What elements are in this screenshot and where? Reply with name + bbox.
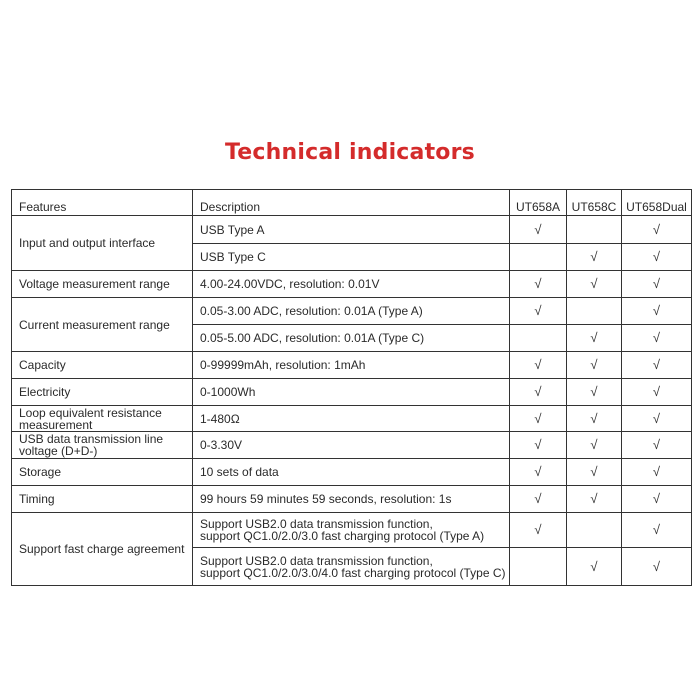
check-mark: √ (510, 432, 567, 459)
check-mark: √ (510, 352, 567, 379)
check-mark: √ (510, 379, 567, 406)
feature-cell: Current measurement range (12, 298, 193, 352)
check-mark: √ (567, 486, 622, 513)
feature-cell: Support fast charge agreement (12, 513, 193, 586)
table-row (12, 513, 692, 548)
feature-cell (12, 406, 193, 432)
description-cell: 10 sets of data (193, 459, 510, 486)
description-cell: 0.05-3.00 ADC, resolution: 0.01A (Type A) (193, 298, 510, 325)
check-mark: √ (510, 271, 567, 298)
check-mark: √ (622, 325, 692, 352)
check-mark: √ (567, 271, 622, 298)
technical-indicators-table (11, 189, 692, 586)
description-cell: 0-1000Wh (193, 379, 510, 406)
check-mark: √ (622, 406, 692, 432)
check-mark: √ (567, 352, 622, 379)
empty-cell (510, 244, 567, 271)
header-model-ut658a: UT658A (510, 190, 567, 216)
feature-cell: Timing (12, 486, 193, 513)
empty-cell (567, 513, 622, 548)
check-mark: √ (567, 548, 622, 586)
header-model-ut658dual: UT658Dual (622, 190, 692, 216)
description-cell (193, 513, 510, 548)
table-row (12, 271, 692, 298)
table-row (12, 298, 692, 325)
description-line: Support USB2.0 data transmission function, (200, 553, 433, 568)
description-cell: USB Type C (193, 244, 510, 271)
check-mark: √ (622, 379, 692, 406)
check-mark: √ (567, 406, 622, 432)
description-cell (193, 548, 510, 586)
page-title: Technical indicators (225, 140, 475, 165)
description-cell: 0-3.30V (193, 432, 510, 459)
description-cell: 0-99999mAh, resolution: 1mAh (193, 352, 510, 379)
check-mark: √ (622, 459, 692, 486)
check-mark: √ (622, 244, 692, 271)
header-row (12, 190, 692, 216)
table-row (12, 216, 692, 244)
check-mark: √ (567, 459, 622, 486)
check-mark: √ (567, 244, 622, 271)
check-mark: √ (622, 271, 692, 298)
feature-cell: Voltage measurement range (12, 271, 193, 298)
check-mark: √ (567, 325, 622, 352)
check-mark: √ (567, 432, 622, 459)
check-mark: √ (622, 352, 692, 379)
check-mark: √ (622, 486, 692, 513)
table-row (12, 352, 692, 379)
description-cell: 0.05-5.00 ADC, resolution: 0.01A (Type C) (193, 325, 510, 352)
header-model-ut658c: UT658C (567, 190, 622, 216)
empty-cell (510, 325, 567, 352)
table-row (12, 432, 692, 459)
check-mark: √ (510, 216, 567, 244)
table-row (12, 459, 692, 486)
feature-line: Loop equivalent resistance (19, 405, 162, 420)
check-mark: √ (622, 298, 692, 325)
check-mark: √ (622, 548, 692, 586)
check-mark: √ (567, 379, 622, 406)
feature-line: voltage (D+D-) (19, 444, 98, 458)
check-mark: √ (510, 513, 567, 548)
description-line: support QC1.0/2.0/3.0 fast charging protocol (Type A) (200, 529, 485, 543)
table-row (12, 379, 692, 406)
feature-line: measurement (19, 417, 93, 432)
description-cell: USB Type A (193, 216, 510, 244)
description-cell: 99 hours 59 minutes 59 seconds, resolution: 1s (193, 486, 510, 513)
feature-cell: Electricity (12, 379, 193, 406)
table-row (12, 406, 692, 432)
empty-cell (567, 216, 622, 244)
description-cell: 4.00-24.00VDC, resolution: 0.01V (193, 271, 510, 298)
feature-cell: Storage (12, 459, 193, 486)
check-mark: √ (510, 406, 567, 432)
check-mark: √ (622, 432, 692, 459)
description-line: support QC1.0/2.0/3.0/4.0 fast charging protocol (Type C) (200, 565, 506, 580)
table-row (12, 486, 692, 513)
description-cell: 1-480Ω (193, 406, 510, 432)
check-mark: √ (510, 459, 567, 486)
check-mark: √ (510, 298, 567, 325)
feature-line: USB data transmission line (19, 432, 164, 446)
check-mark: √ (622, 216, 692, 244)
check-mark: √ (510, 486, 567, 513)
feature-cell: Capacity (12, 352, 193, 379)
empty-cell (567, 298, 622, 325)
feature-cell: Input and output interface (12, 216, 193, 271)
empty-cell (510, 548, 567, 586)
feature-cell (12, 432, 193, 459)
header-description: Description (193, 190, 510, 216)
check-mark: √ (622, 513, 692, 548)
description-line: Support USB2.0 data transmission function, (200, 517, 433, 531)
header-features: Features (12, 190, 193, 216)
